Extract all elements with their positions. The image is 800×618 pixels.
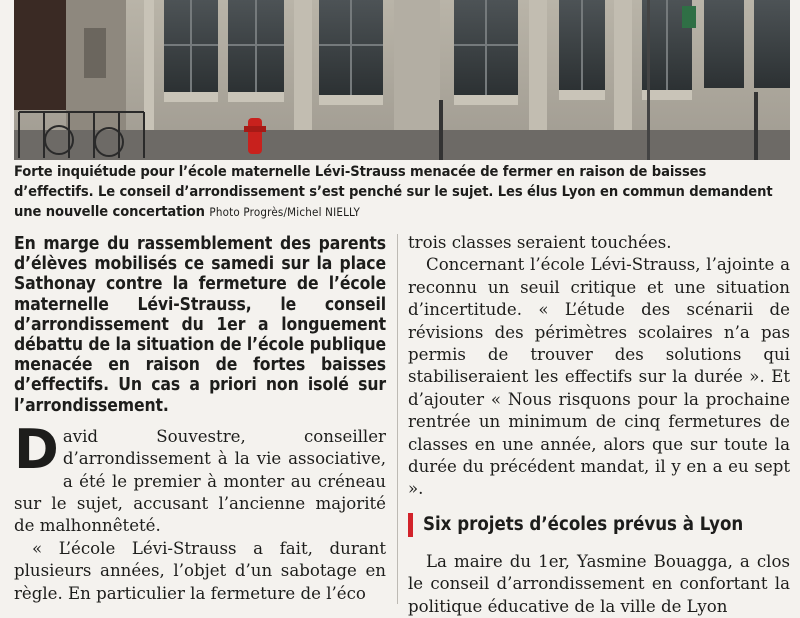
- right-column: [408, 232, 790, 618]
- photo-caption: [14, 162, 790, 222]
- paragraph-4: [408, 254, 790, 500]
- paragraph-5: [408, 551, 790, 618]
- column-divider: [397, 234, 398, 604]
- building-facade-photo: [14, 0, 790, 160]
- paragraph-2-text: « L’école Lévi-Strauss a fait, durant plusieurs années, l’objet d’un sabotage en règle. En particulier la fermeture de l’éco: [14, 538, 386, 603]
- photo-credit: Photo Progrès/Michel NIELLY: [209, 205, 360, 219]
- lead-text: En marge du rassemblement des parents d’élèves mobilisés ce samedi sur la place Sathonay contre la fermeture de l’école maternelle Lévi-Strauss, le conseil d’arrondissement du 1er a longuement débattu de la situation de l’école publique menacée en raison de fortes baisses d’effectifs. Un cas a priori non isolé sur l’arrondissement.: [14, 234, 386, 416]
- paragraph-1: [14, 417, 386, 538]
- paragraph-4-text: Concernant l’école Lévi-Strauss, l’ajointe a reconnu un seuil critique et une situation d’incertitude. « L’étude des scénarii de révisions des périmètres scolaires n’a pas permis de trouver des solutions qui stabiliseraient les effectifs sur la durée ». Et d’ajouter « Nous risquons pour la prochaine rentrée un minimum de cinq fermetures de classes en une année, alors que sur toute la durée du précédent mandat, il y en a eu sept ».: [408, 255, 790, 499]
- section-subhead: Six projets d’écoles prévus à Lyon: [408, 513, 790, 537]
- paragraph-5-text: La maire du 1er, Yasmine Bouagga, a clos le conseil d’arrondissement en confortant la politique éducative de la ville de Lyon: [408, 551, 790, 616]
- paragraph-1-text: avid Souvestre, conseiller d’arrondissement à la vie associative, a été le premier à monter au créneau sur le sujet, accusant l’ancienne majorité de malhonnêteté.: [14, 426, 386, 536]
- article-lead: [14, 234, 386, 416]
- left-column: [14, 234, 386, 605]
- caption-text: Forte inquiétude pour l’école maternelle Lévi-Strauss menacée de fermer en raison de baisses d’effectifs. Le conseil d’arrondissement s’est penché sur le sujet. Les élus Lyon en commun demandent une nouvelle concertation: [14, 163, 773, 220]
- paragraph-3: [408, 232, 790, 254]
- article-photo: [14, 0, 790, 160]
- paragraph-2: [14, 538, 386, 605]
- paragraph-3-text: trois classes seraient touchées.: [408, 233, 672, 252]
- drop-cap: D: [14, 417, 59, 481]
